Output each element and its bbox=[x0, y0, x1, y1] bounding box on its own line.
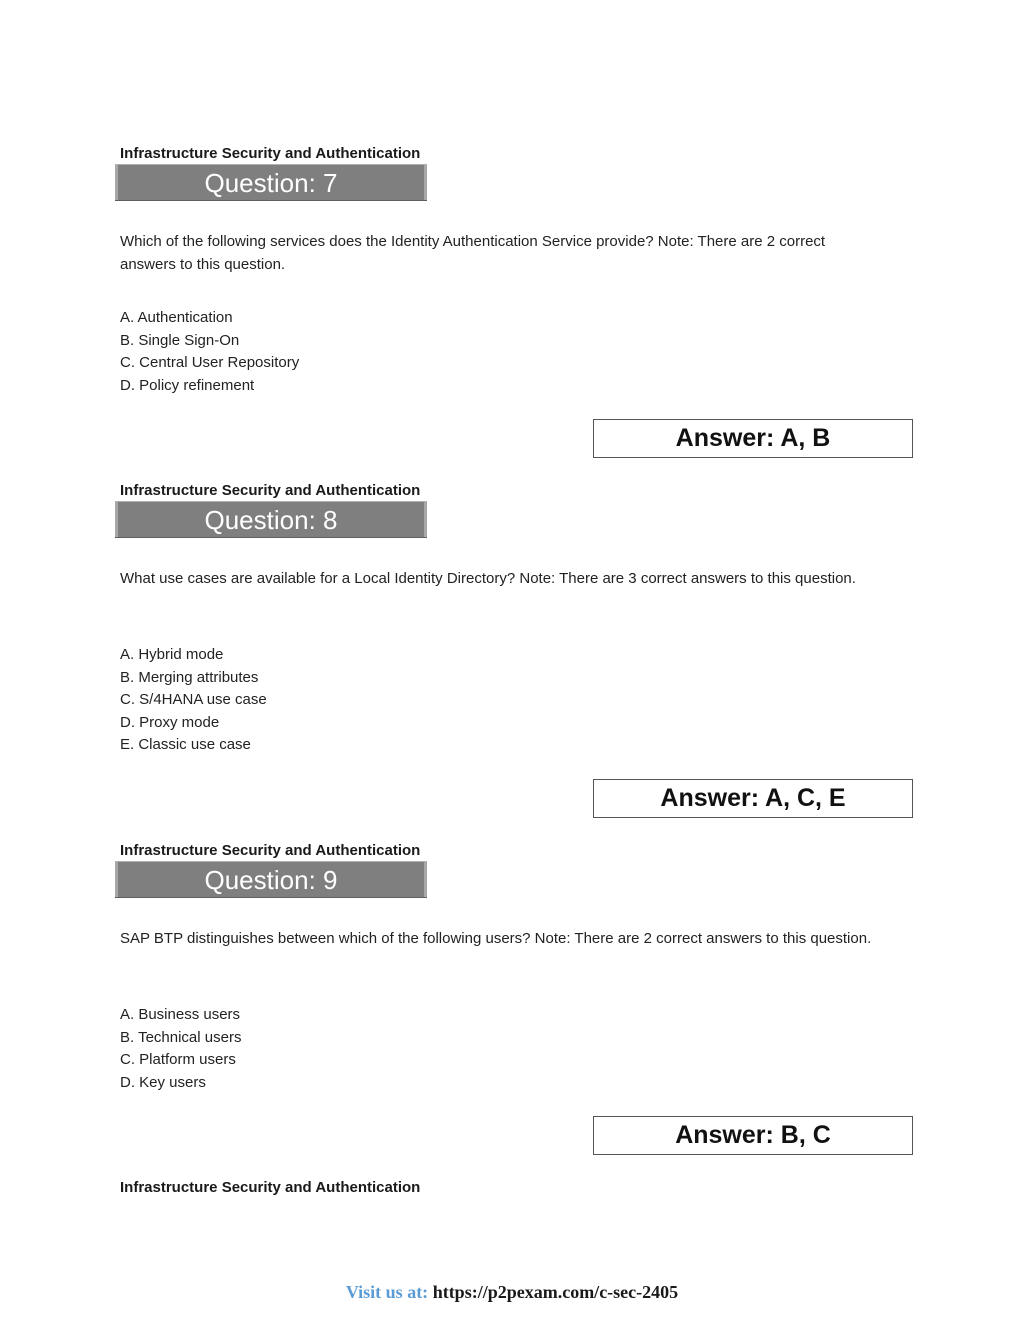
answer-options bbox=[120, 644, 267, 757]
answer-box: Answer: A, B bbox=[593, 419, 913, 458]
footer-url-link[interactable]: https://p2pexam.com/c-sec-2405 bbox=[432, 1282, 679, 1302]
option-d: D. Key users bbox=[120, 1073, 206, 1091]
footer-label: Visit us at: bbox=[345, 1282, 429, 1302]
option-a: A. Authentication bbox=[120, 309, 233, 326]
option-e: E. Classic use case bbox=[120, 736, 251, 753]
question-number-banner: Question: 9 bbox=[115, 861, 427, 898]
question-text: Which of the following services does the Identity Authentication Service provide? Note: There are 2 correct answers to this question. bbox=[120, 233, 826, 273]
option-c: C. Platform users bbox=[120, 1051, 236, 1068]
option-b: B. Single Sign-On bbox=[120, 331, 240, 349]
option-a: A. Hybrid mode bbox=[120, 646, 224, 663]
answer-box: Answer: A, C, E bbox=[593, 779, 913, 818]
topic-heading: Infrastructure Security and Authentication bbox=[120, 482, 421, 499]
topic-heading: Infrastructure Security and Authentication bbox=[120, 1179, 421, 1196]
question-number-banner: Question: 8 bbox=[115, 501, 427, 538]
answer-box: Answer: B, C bbox=[593, 1116, 913, 1155]
topic-heading: Infrastructure Security and Authentication bbox=[120, 145, 421, 162]
option-d: D. Policy refinement bbox=[120, 376, 255, 394]
option-c: C. S/4HANA use case bbox=[120, 691, 267, 708]
question-text: What use cases are available for a Local Identity Directory? Note: There are 3 correct answers to this question. bbox=[120, 570, 856, 587]
option-c: C. Central User Repository bbox=[120, 354, 300, 371]
option-d: D. Proxy mode bbox=[120, 713, 220, 731]
option-b: B. Merging attributes bbox=[120, 668, 259, 686]
page-footer bbox=[0, 1282, 1024, 1303]
option-a: A. Business users bbox=[120, 1006, 241, 1023]
question-text: SAP BTP distinguishes between which of the following users? Note: There are 2 correct answers to this question. bbox=[120, 930, 872, 947]
answer-options bbox=[120, 307, 299, 397]
answer-options bbox=[120, 1004, 241, 1094]
topic-heading: Infrastructure Security and Authentication bbox=[120, 842, 421, 859]
option-b: B. Technical users bbox=[120, 1028, 242, 1046]
question-number-banner: Question: 7 bbox=[115, 164, 427, 201]
